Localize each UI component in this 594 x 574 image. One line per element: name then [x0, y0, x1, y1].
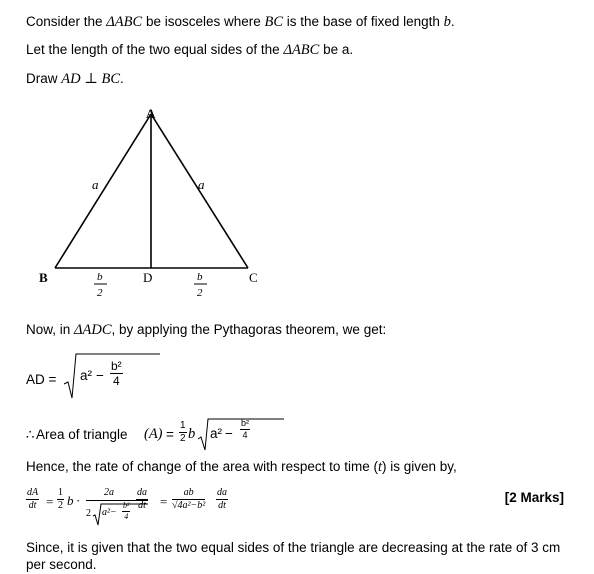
vertex-b-label: B: [39, 270, 48, 285]
half-right-den: 2: [197, 287, 203, 299]
equation-ad-lhs: AD =: [26, 372, 57, 387]
dA-dt-fraction: $\frac{dA}{dt}$: [27, 487, 39, 511]
equation-derivative: $\frac{dA}{dt}$ = $\frac{1}{2}$ b · 2a 2 a²− $\frac{\text{b²}}{4}$ $\frac{da}{dt}$ = $\frac{ab}{\text{√4a²−b²}}$ $\frac{da}{dt}$: [26, 484, 286, 526]
half-left-num: b: [97, 271, 103, 283]
da-dt-fraction: $\frac{da}{dt}$: [137, 487, 147, 511]
vertex-a-label: A: [146, 106, 156, 121]
statement-line-3: Draw AD ⊥ BC.: [26, 71, 124, 87]
area-b2-fraction: $\frac{\text{b²}}{4}$: [241, 418, 250, 440]
half-right-num: b: [197, 271, 203, 283]
equation-ad-a2: a²: [80, 368, 93, 383]
hence-line: Hence, the rate of change of the area with respect to time (t) is given by,: [26, 459, 457, 475]
side-label-left: a: [92, 177, 99, 192]
triangle-figure: [30, 100, 270, 305]
side-label-right: a: [198, 177, 205, 192]
statement-line-1: Consider the ΔABC be isosceles where BC is the base of fixed length b.: [26, 14, 455, 30]
vertex-d-label: D: [143, 270, 153, 285]
deriv-half-fraction: $\frac{1}{2}$: [58, 487, 63, 511]
since-line-1: Since, it is given that the two equal sides of the triangle are decreasing at the rate of 3 cm: [26, 540, 561, 555]
equation-ad-fraction: $\frac{\text{b²}}{4}$: [111, 359, 122, 388]
since-line-2: per second.: [26, 557, 97, 572]
equation-ad-minus: −: [96, 368, 104, 383]
ab-sqrt-fraction: $\frac{ab}{\text{√4a²−b²}}$: [172, 487, 206, 511]
da-dt-fraction-2: $\frac{da}{dt}$: [217, 487, 227, 511]
therefore-symbol: ∴: [26, 427, 35, 442]
equation-ad: [26, 352, 226, 402]
vertex-c-label: C: [249, 270, 258, 285]
area-half-fraction: $\frac{1}{2}$: [180, 420, 186, 444]
equation-area: ∴ Area of triangle (A) = $\frac{1}{2}$ b a² − $\frac{\text{b²}}{4}$: [26, 415, 286, 451]
deriv-inner-fraction: $\frac{\text{b²}}{4}$: [123, 501, 130, 521]
statement-line-2: Let the length of the two equal sides of the ΔABC be a.: [26, 42, 354, 58]
side-ab: [55, 114, 151, 268]
half-left-den: 2: [97, 287, 103, 299]
marks-label: [2 Marks]: [504, 490, 564, 505]
pythagoras-line: Now, in ΔADC, by applying the Pythagoras theorem, we get:: [26, 322, 387, 338]
